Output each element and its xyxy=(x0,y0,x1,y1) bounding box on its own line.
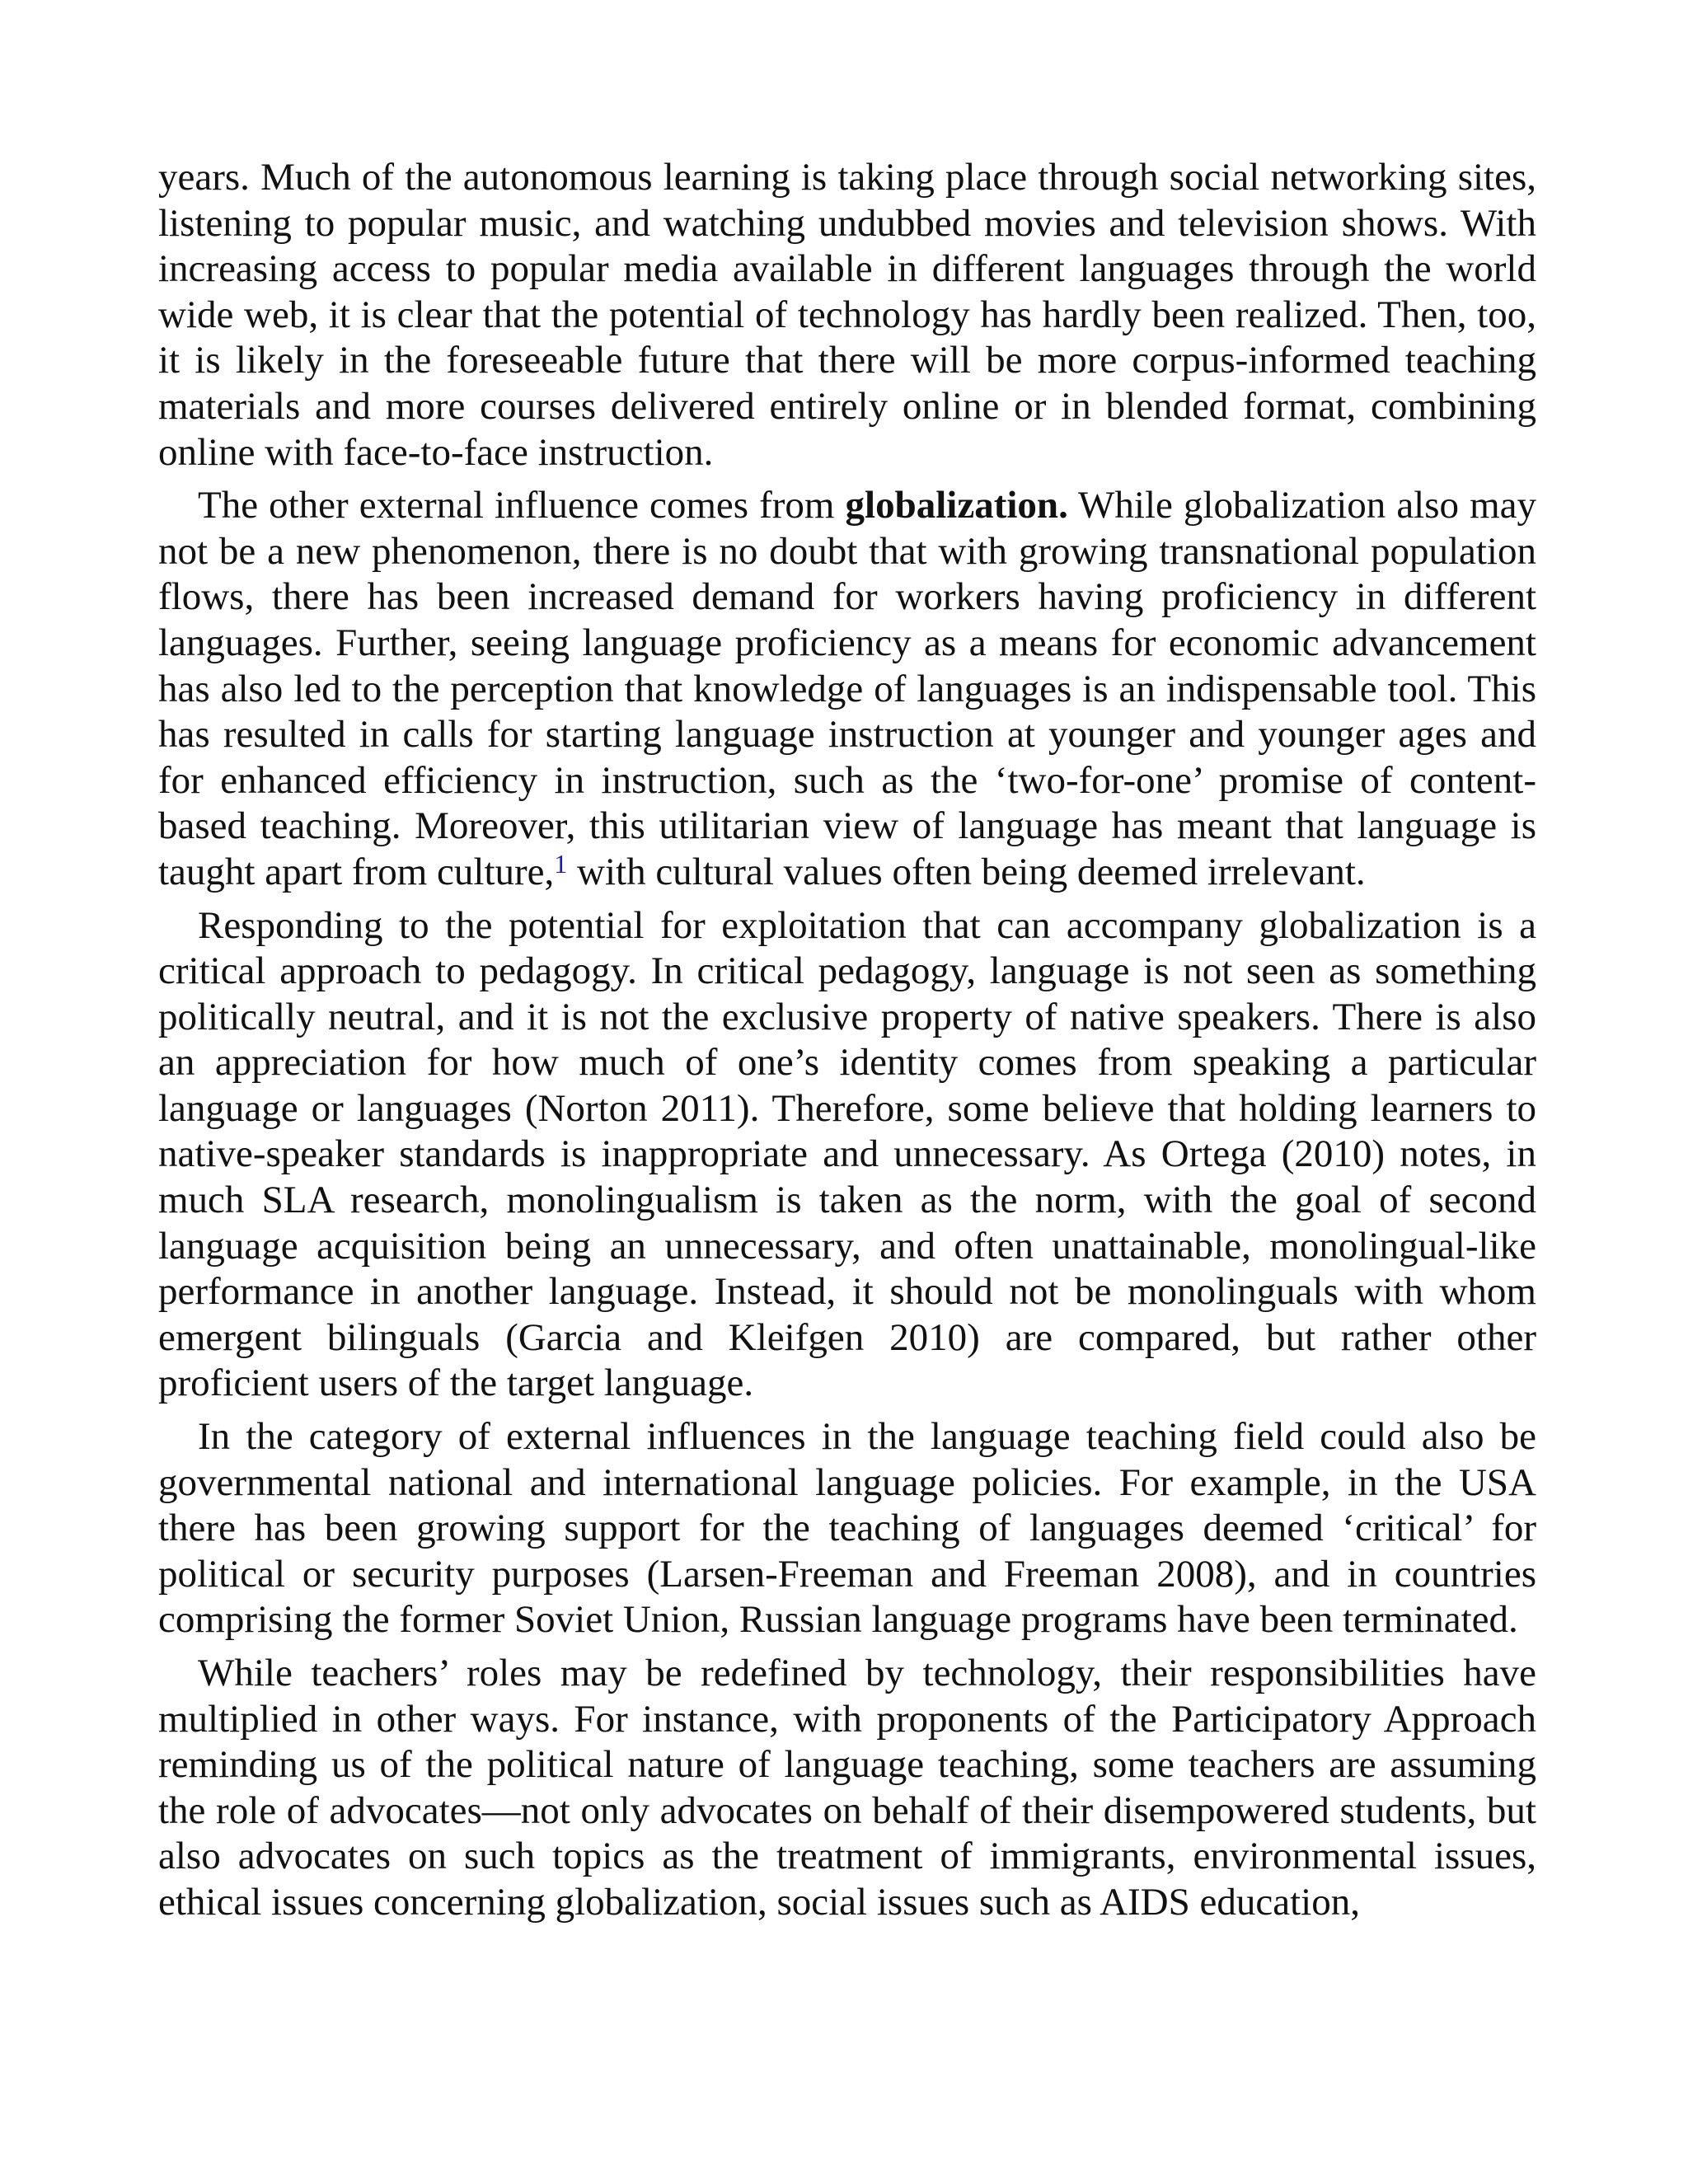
paragraph-critical-pedagogy: Responding to the potential for exploitation that can accompany globalization is a critical approach to pedagogy. In critical pedagogy, language is not seen as something politically neutral, and it is not the exclusive property of native speakers. There is also an appreciation for how much of one’s identity comes from speaking a particular language or languages (Norton 2011). Therefore, some believe that holding learners to native-speaker standards is inappropriate and unnecessary. As Ortega (2010) notes, in much SLA research, monolingualism is taken as the norm, with the goal of second language acquisition being an unnecessary, and often unattainable, monolingual-like performance in another language. Instead, it should not be monolinguals with whom emergent bilinguals (Garcia and Kleifgen 2010) are compared, but rather other proficient users of the target language. xyxy=(158,903,1536,1405)
paragraph-teacher-roles: While teachers’ roles may be redefined by technology, their responsibilities have multiplied in other ways. For instance, with proponents of the Participatory Approach reminding us of the political nature of language teaching, some teachers are assuming the role of advocates—not only advocates on behalf of their disempowered students, but also advocates on such topics as the treatment of immigrants, environmental issues, ethical issues concerning globalization, social issues such as AIDS education, xyxy=(158,1652,1536,1924)
paragraph-language-policies: In the category of external influences in the language teaching field could also be governmental national and international language policies. For example, in the USA there has been growing support for the teaching of languages deemed ‘critical’ for political or security purposes (Larsen-Freeman and Freeman 2008), and in countries comprising the former Soviet Union, Russian language programs have been terminated. xyxy=(158,1415,1536,1642)
footnote-link-1[interactable]: 1 xyxy=(554,848,568,879)
paragraph-globalization-intro: The other external influence comes from xyxy=(198,484,846,527)
paragraph-globalization-end: with cultural values often being deemed irrelevant. xyxy=(567,850,1366,893)
body-text xyxy=(158,155,1536,1933)
paragraph-technology-continued: years. Much of the autonomous learning is taking place through social networking sites, listening to popular music, and watching undubbed movies and television shows. With increasing access to popular media available in different languages through the world wide web, it is clear that the potential of technology has hardly been realized. Then, too, it is likely in the foreseeable future that there will be more corpus-informed teaching materials and more courses delivered entirely online or in blended format, combining online with face-to-face instruction. xyxy=(158,156,1536,474)
paragraph-globalization xyxy=(158,483,1536,895)
paragraph-globalization-body: While globalization also may not be a new phenomenon, there is no doubt that with growing transnational population flows, there has been increased demand for workers having proficiency in different languages. Further, seeing language proficiency as a means for economic advancement has also led to the perception that knowledge of languages is an indispensable tool. This has resulted in calls for starting language instruction at younger and younger ages and for enhanced efficiency in instruction, such as the ‘two-for-one’ promise of content-based teaching. Moreover, this utilitarian view of language has meant that language is taught apart from culture, xyxy=(158,484,1536,893)
term-globalization: globalization. xyxy=(845,484,1068,527)
